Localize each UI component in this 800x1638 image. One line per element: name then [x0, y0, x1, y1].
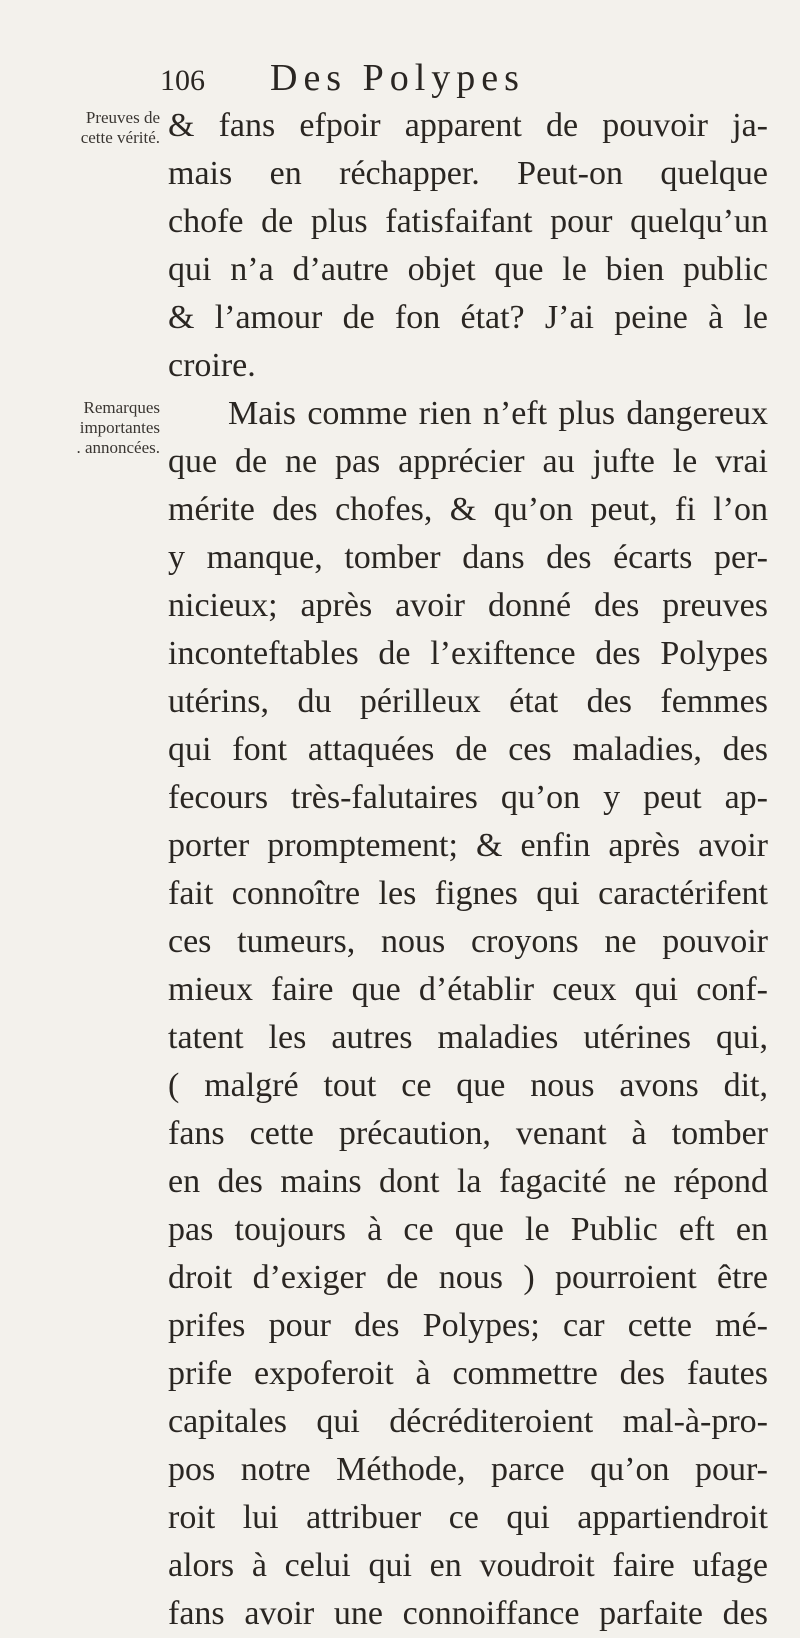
text-line: & fans efpoir apparent de pouvoir ja-	[168, 107, 768, 144]
page-number: 106	[160, 64, 205, 97]
margin-note-line: Remarques	[83, 398, 160, 417]
margin-note-line: cette vérité.	[80, 128, 160, 147]
text-line: prifes pour des Polypes; car cette mé-	[168, 1307, 768, 1344]
running-title: Des Polypes	[270, 57, 525, 99]
text-line: & l’amour de fon état? J’ai peine à le	[168, 299, 768, 336]
text-line: fans avoir une connoiffance parfaite des	[168, 1595, 768, 1632]
margin-note-line: Preuves de	[85, 108, 160, 127]
text-line: ces tumeurs, nous croyons ne pouvoir	[168, 923, 768, 960]
text-line: que de ne pas apprécier au jufte le vrai	[168, 443, 768, 480]
text-line: roit lui attribuer ce qui appartiendroit	[168, 1499, 768, 1536]
text-line: alors à celui qui en voudroit faire ufage	[168, 1547, 768, 1584]
text-line: qui n’a d’autre objet que le bien public	[168, 251, 768, 288]
text-line: fecours très-falutaires qu’on y peut ap-	[168, 779, 768, 816]
text-line: y manque, tomber dans des écarts per-	[168, 539, 768, 576]
text-line: ( malgré tout ce que nous avons dit,	[168, 1067, 768, 1104]
text-line: qui font attaquées de ces maladies, des	[168, 731, 768, 768]
text-line: croire.	[168, 347, 256, 384]
text-line: mérite des chofes, & qu’on peut, fi l’on	[168, 491, 768, 528]
text-line: utérins, du périlleux état des femmes	[168, 683, 768, 720]
text-line: en des mains dont la fagacité ne répond	[168, 1163, 768, 1200]
text-line: mais en réchapper. Peut-on quelque	[168, 155, 768, 192]
text-line: pos notre Méthode, parce qu’on pour-	[168, 1451, 768, 1488]
text-line: chofe de plus fatisfaifant pour quelqu’un	[168, 203, 768, 240]
text-line: porter promptement; & enfin après avoir	[168, 827, 768, 864]
text-line: fait connoître les fignes qui caractérifent	[168, 875, 768, 912]
margin-note-remarques	[2, 398, 160, 458]
text-line: Mais comme rien n’eft plus dangereux	[228, 395, 768, 432]
body-text	[168, 102, 768, 1638]
text-line: droit d’exiger de nous ) pourroient être	[168, 1259, 768, 1296]
text-line: tatent les autres maladies utérines qui,	[168, 1019, 768, 1056]
page-header	[160, 56, 760, 106]
text-line: prife expoferoit à commettre des fautes	[168, 1355, 768, 1392]
margin-note-line: . annoncées.	[76, 438, 160, 457]
text-line: pas toujours à ce que le Public eft en	[168, 1211, 768, 1248]
text-line: fans cette précaution, venant à tomber	[168, 1115, 768, 1152]
text-line: nicieux; après avoir donné des preuves	[168, 587, 768, 624]
text-line: mieux faire que d’établir ceux qui conf-	[168, 971, 768, 1008]
text-line: capitales qui décréditeroient mal-à-pro-	[168, 1403, 768, 1440]
text-line: inconteftables de l’exiftence des Polypes	[168, 635, 768, 672]
margin-note-preuves	[2, 108, 160, 148]
margin-note-line: importantes	[79, 418, 160, 437]
